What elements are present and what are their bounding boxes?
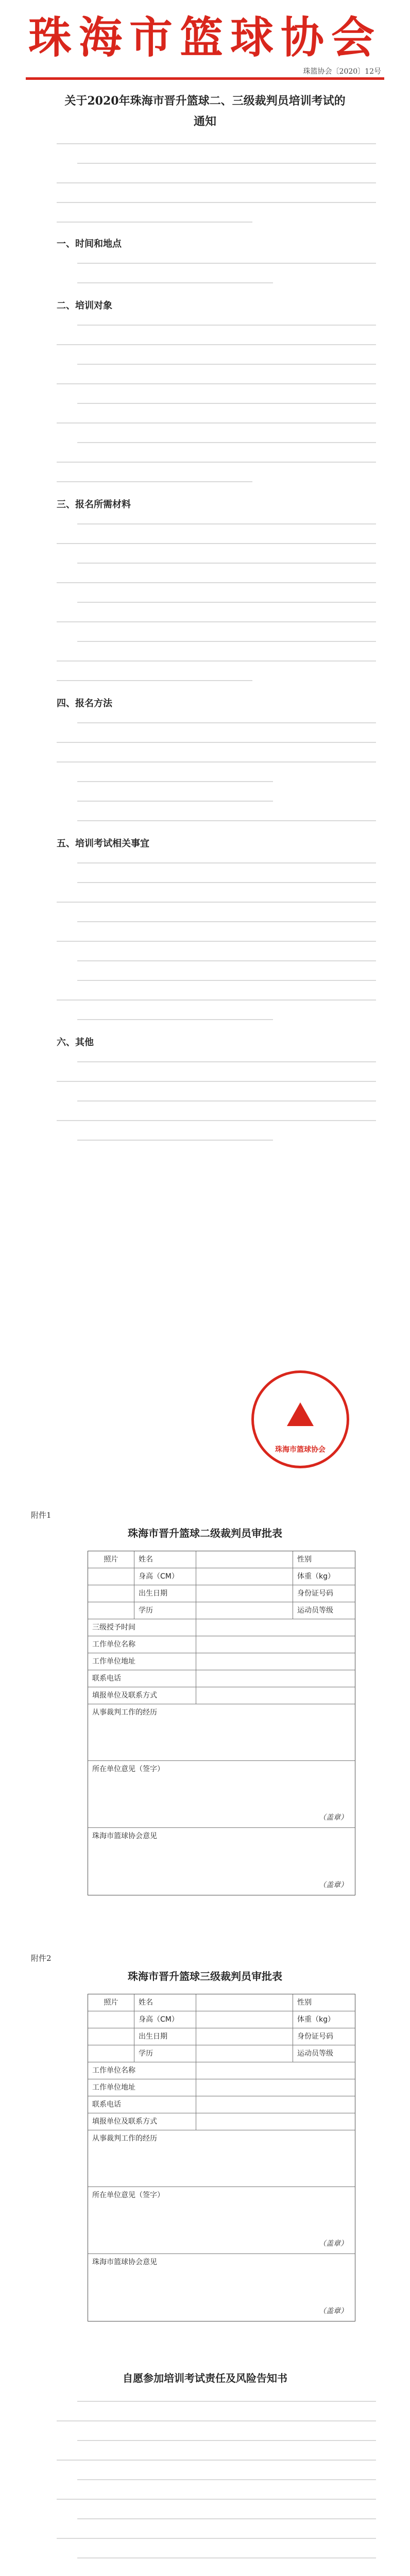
opinion-block <box>88 2187 355 2254</box>
contact-label: 填报单位及联系方式 <box>88 2113 196 2130</box>
body-line <box>77 282 273 283</box>
contact-label: 填报单位及联系方式 <box>88 1687 196 1704</box>
body-line <box>57 143 376 144</box>
height-label: 身高（CM） <box>134 1568 196 1585</box>
body-line <box>57 660 376 662</box>
form-row <box>88 1670 355 1687</box>
body-line <box>57 2499 376 2500</box>
body-line <box>77 862 376 863</box>
body-line <box>77 882 376 883</box>
assoc-opinion-label: 珠海市篮球协会意见 <box>92 2258 157 2266</box>
notice-title-line2: 通知 <box>193 115 216 128</box>
body-line <box>77 801 273 802</box>
level-label: 运动员等级 <box>297 2049 333 2058</box>
form-row <box>88 1551 355 1568</box>
body-line <box>57 941 376 942</box>
body-line <box>77 1061 376 1062</box>
body-line <box>77 325 376 326</box>
opinion-block <box>88 1761 355 1828</box>
work-label: 工作单位名称 <box>88 1636 196 1653</box>
height-label: 身高（CM） <box>134 2011 196 2028</box>
body-line <box>57 1120 376 1121</box>
form-row <box>88 1687 355 1704</box>
form-row <box>88 2113 355 2130</box>
seal-note: （盖章） <box>319 1881 348 1889</box>
form-row <box>88 1568 355 1585</box>
work-label: 工作单位名称 <box>88 2062 196 2079</box>
section-heading-3: 三、报名所需材料 <box>57 499 131 510</box>
education-label: 学历 <box>134 2045 196 2062</box>
seal-note: （盖章） <box>319 2240 348 2248</box>
form-row <box>88 1653 355 1670</box>
section-heading-2: 二、培训对象 <box>57 300 112 311</box>
body-line <box>77 523 376 524</box>
form-row <box>88 2096 355 2113</box>
body-line <box>57 543 376 544</box>
section-heading-5: 五、培训考试相关事宜 <box>57 838 149 849</box>
assoc-opinion-label: 珠海市篮球协会意见 <box>92 1832 157 1840</box>
attachment2-label: 附件2 <box>31 1954 52 1963</box>
weight-label: 体重（kg） <box>297 1572 335 1581</box>
body-line <box>57 742 376 743</box>
section-heading-4: 四、报名方法 <box>57 698 112 709</box>
form-row <box>88 1602 355 1619</box>
attachment1-label: 附件1 <box>31 1511 52 1520</box>
body-line <box>77 1140 273 1141</box>
gender-label: 性别 <box>297 1998 312 2007</box>
form-row <box>88 2011 355 2028</box>
body-line <box>77 442 376 443</box>
birth-label: 出生日期 <box>134 2028 196 2045</box>
form-row <box>88 2045 355 2062</box>
body-line <box>57 2420 376 2421</box>
body-line <box>77 403 376 404</box>
form2-title: 珠海市晋升篮球三级裁判员审批表 <box>128 1970 282 1982</box>
experience-label: 从事裁判工作的经历 <box>92 2134 157 2143</box>
body-line <box>57 761 376 762</box>
work-addr-label: 工作单位地址 <box>88 1653 196 1670</box>
experience-label: 从事裁判工作的经历 <box>92 1708 157 1717</box>
body-line <box>57 1081 376 1082</box>
name-label: 姓名 <box>134 1994 196 2011</box>
body-line <box>57 680 252 681</box>
body-line <box>77 921 376 922</box>
masthead: 珠海市篮球协会 <box>28 12 382 63</box>
assoc-opinion-block <box>88 1828 355 1895</box>
body-line <box>57 202 376 203</box>
opinion-label: 所在单位意见（签字） <box>92 1765 164 1773</box>
form-row <box>88 1585 355 1602</box>
body-line <box>77 602 376 603</box>
form-row <box>88 2062 355 2079</box>
body-line <box>77 2518 376 2519</box>
seal-text: 珠海市篮球协会 <box>275 1446 326 1454</box>
gender-label: 性别 <box>297 1555 312 1564</box>
section-heading-6: 六、其他 <box>57 1037 94 1048</box>
phone-label: 联系电话 <box>88 1670 196 1687</box>
seal-note: （盖章） <box>319 2307 348 2315</box>
work-addr-label: 工作单位地址 <box>88 2079 196 2096</box>
body-line <box>57 582 376 583</box>
opinion-label: 所在单位意见（签字） <box>92 2191 164 2199</box>
form-row <box>88 2028 355 2045</box>
body-line <box>77 263 376 264</box>
form-row <box>88 2079 355 2096</box>
body-line <box>77 980 376 981</box>
photo-cell: 照片 <box>88 1551 134 1568</box>
experience-block <box>88 1704 355 1761</box>
body-line <box>57 344 376 345</box>
body-line <box>57 902 376 903</box>
section-heading-1: 一、时间和地点 <box>57 239 122 249</box>
body-line <box>77 563 376 564</box>
name-label: 姓名 <box>134 1551 196 1568</box>
red-seal <box>251 1370 349 1468</box>
body-line <box>77 781 273 782</box>
seal-note: （盖章） <box>319 1814 348 1822</box>
education-label: 学历 <box>134 1602 196 1619</box>
body-line <box>77 2440 376 2441</box>
body-line <box>57 2538 376 2539</box>
id-label: 身份证号码 <box>297 2032 333 2041</box>
body-line <box>57 481 252 482</box>
body-line <box>77 2557 376 2558</box>
body-line <box>77 2479 376 2480</box>
form2 <box>88 1994 355 2321</box>
birth-label: 出生日期 <box>134 1585 196 1602</box>
body-line <box>57 182 376 183</box>
body-line <box>57 462 376 463</box>
form-row <box>88 1994 355 2011</box>
body-line <box>77 1100 376 1101</box>
body-line <box>77 2401 376 2402</box>
body-line <box>77 163 376 164</box>
phone-label: 联系电话 <box>88 2096 196 2113</box>
name-value <box>196 1551 293 1568</box>
form1-title: 珠海市晋升篮球二级裁判员审批表 <box>128 1527 282 1539</box>
notice-title-line1: 关于2020年珠海市晋升篮球二、三级裁判员培训考试的 <box>64 94 346 108</box>
assoc-opinion-block <box>88 2254 355 2321</box>
body-line <box>77 820 376 821</box>
body-line <box>57 999 376 1001</box>
experience-block <box>88 2130 355 2187</box>
commitment-title: 自愿参加培训考试责任及风险告知书 <box>123 2372 287 2384</box>
form-row <box>88 1636 355 1653</box>
body-line <box>77 641 376 642</box>
doc-number: 珠篮协会〔2020〕12号 <box>303 67 381 76</box>
red-rule <box>26 77 384 80</box>
body-line <box>57 422 376 423</box>
body-line <box>77 364 376 365</box>
body-line <box>57 383 376 384</box>
body-line <box>77 1019 273 1020</box>
form1 <box>88 1551 355 1895</box>
body-line <box>57 2460 376 2461</box>
photo-cell: 照片 <box>88 1994 134 2011</box>
level-label: 运动员等级 <box>297 1606 333 1615</box>
body-line <box>77 722 376 723</box>
body-line <box>57 621 376 622</box>
rank3-label: 三级授予时间 <box>88 1619 196 1636</box>
weight-label: 体重（kg） <box>297 2015 335 2024</box>
body-line <box>57 222 252 223</box>
body-line <box>77 960 376 961</box>
id-label: 身份证号码 <box>297 1589 333 1598</box>
form-row <box>88 1619 355 1636</box>
